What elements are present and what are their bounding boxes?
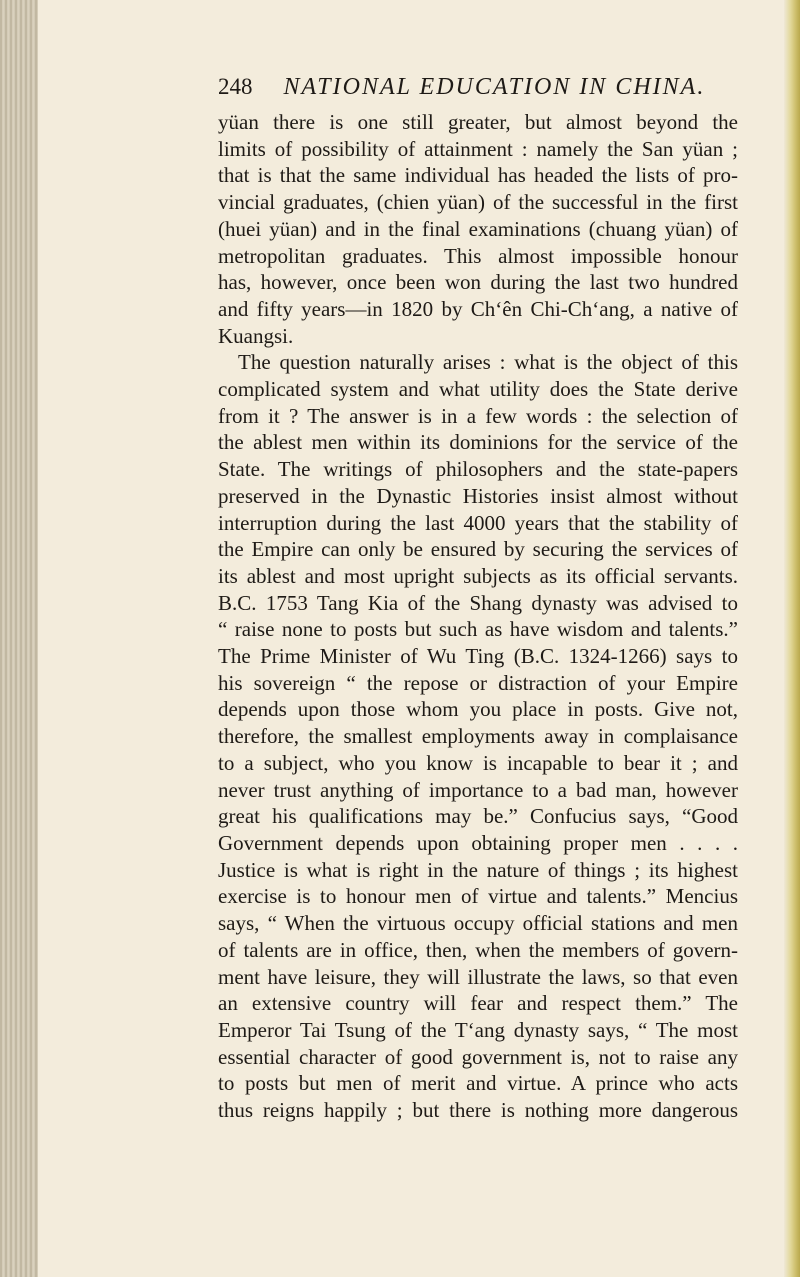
text-line: Government depends upon obtaining proper men . . . .: [218, 830, 738, 855]
text-line: metropolitan graduates. This almost impossible honour: [218, 243, 738, 268]
text-line: the Empire can only be ensured by securing the services of: [218, 537, 738, 562]
text-line: “ raise none to posts but such as have wisdom and talents.”: [218, 617, 738, 642]
text-line: limits of possibility of attainment : namely the San yüan ;: [218, 136, 738, 161]
text-line: great his qualifications may be.” Confucius says, “Good: [218, 804, 738, 829]
text-line: never trust anything of importance to a bad man, however: [218, 777, 738, 802]
text-line: that is that the same individual has headed the lists of pro-: [218, 163, 738, 188]
text-line: B.C. 1753 Tang Kia of the Shang dynasty was advised to: [218, 590, 738, 615]
running-header: [218, 74, 705, 101]
text-line: complicated system and what utility does the State derive: [218, 377, 738, 402]
text-line: says, “ When the virtuous occupy official stations and men: [218, 911, 738, 936]
text-line: Emperor Tai Tsung of the T‘ang dynasty says, “ The most: [218, 1017, 738, 1042]
text-line: interruption during the last 4000 years that the stability of: [218, 510, 738, 535]
text-line: depends upon those whom you place in posts. Give not,: [218, 697, 738, 722]
text-line: an extensive country will fear and respect them.” The: [218, 991, 738, 1016]
text-line: thus reigns happily ; but there is nothing more dangerous: [218, 1098, 738, 1123]
text-line: to a subject, who you know is incapable to bear it ; and: [218, 750, 738, 775]
text-line: (huei yüan) and in the final examinations (chuang yüan) of: [218, 216, 738, 241]
paragraph-1: [218, 109, 738, 349]
text-line: State. The writings of philosophers and the state-papers: [218, 457, 738, 482]
page-number: 248: [218, 74, 253, 99]
text-line: therefore, the smallest employments away in complaisance: [218, 724, 738, 749]
text-line: of talents are in office, then, when the members of govern-: [218, 937, 738, 962]
paragraph-2: [218, 349, 738, 1123]
page-edge: [784, 0, 800, 1277]
text-line: ment have leisure, they will illustrate the laws, so that even: [218, 964, 738, 989]
body-text: [218, 109, 738, 1124]
text-line: its ablest and most upright subjects as its official servants.: [218, 563, 738, 588]
text-line: from it ? The answer is in a few words : the selection of: [218, 403, 738, 428]
text-line: the ablest men within its dominions for the service of the: [218, 430, 738, 455]
text-line: Justice is what is right in the nature of things ; its highest: [218, 857, 738, 882]
text-line: his sovereign “ the repose or distraction of your Empire: [218, 670, 738, 695]
text-line: The question naturally arises : what is the object of this: [238, 350, 738, 375]
text-line: exercise is to honour men of virtue and talents.” Mencius: [218, 884, 738, 909]
book-gutter: [0, 0, 38, 1277]
text-line: preserved in the Dynastic Histories insist almost without: [218, 483, 738, 508]
text-line: and fifty years—in 1820 by Ch‘ên Chi-Ch‘ang, a native of: [218, 296, 738, 321]
text-line: Kuangsi.: [218, 323, 294, 348]
running-title: NATIONAL EDUCATION IN CHINA.: [283, 74, 706, 100]
text-line: The Prime Minister of Wu Ting (B.C. 1324-1266) says to: [218, 644, 738, 669]
text-line: yüan there is one still greater, but almost beyond the: [218, 110, 738, 134]
text-line: essential character of good government is, not to raise any: [218, 1044, 738, 1069]
text-line: vincial graduates, (chien yüan) of the successful in the first: [218, 190, 738, 215]
text-line: to posts but men of merit and virtue. A prince who acts: [218, 1071, 738, 1096]
text-line: has, however, once been won during the last two hundred: [218, 270, 738, 295]
